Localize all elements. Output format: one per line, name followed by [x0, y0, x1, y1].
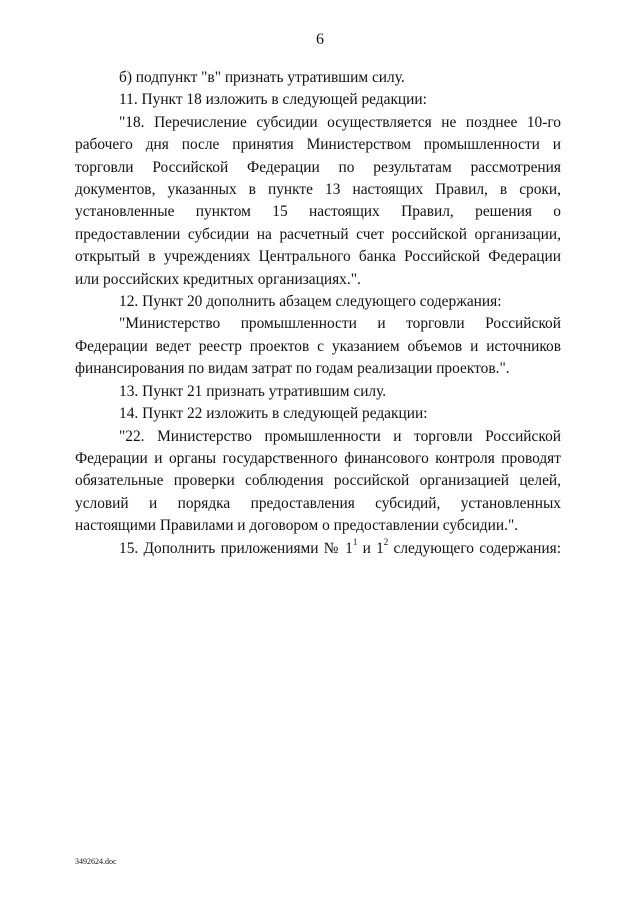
item-15-text-before: 15. Дополнить приложениями № 1	[119, 539, 353, 557]
paragraph-point-20-addition: "Министерство промышленности и торговли Российской Федерации ведет реестр проектов с указанием объемов и источников финансирования по видам затрат по годам реализации проектов.".	[75, 315, 561, 378]
item-15-superscript-1: 1	[352, 537, 358, 548]
paragraph-item-12: 12. Пункт 20 дополнить абзацем следующего содержания:	[119, 293, 502, 311]
item-15-text-middle: и 1	[357, 539, 384, 557]
paragraph-point-22-text: "22. Министерство промышленности и торговли Российской Федерации и органы государственного финансового контроля проводят обязательные проверки соблюдения российской организацией целей, условий и порядка предоставления субсидий, установленных настоящими Правилами и договором о предоставлении субсидии.".	[75, 427, 561, 535]
paragraph-point-18-text: "18. Перечисление субсидии осуществляется не позднее 10-го рабочего дня после принятия Министерством промышленности и торговли Российской Федерации по результатам рассмотрения документов, указанных в пункте 13 настоящих Правил, в сроки, установленные пунктом 15 настоящих Правил, решения о предоставлении субсидии на расчетный счет российской организации, открытый в учреждениях Центрального банка Российской Федерации или российских кредитных организациях.".	[75, 113, 561, 288]
page-number: 6	[316, 31, 324, 48]
item-15-superscript-2: 2	[383, 537, 389, 548]
paragraph-item-13: 13. Пункт 21 признать утратившим силу.	[119, 382, 387, 400]
paragraph-item-15	[75, 538, 561, 560]
paragraph-item-14: 14. Пункт 22 изложить в следующей редакции:	[119, 405, 428, 423]
item-15-text-after: следующего содержания:	[388, 539, 561, 557]
paragraph-item-11: 11. Пункт 18 изложить в следующей редакции:	[119, 91, 427, 109]
document-body	[75, 67, 561, 560]
footer-filename: 3492624.doc	[75, 857, 117, 866]
paragraph-subpoint-b: б) подпункт "в" признать утратившим силу.	[119, 69, 405, 86]
